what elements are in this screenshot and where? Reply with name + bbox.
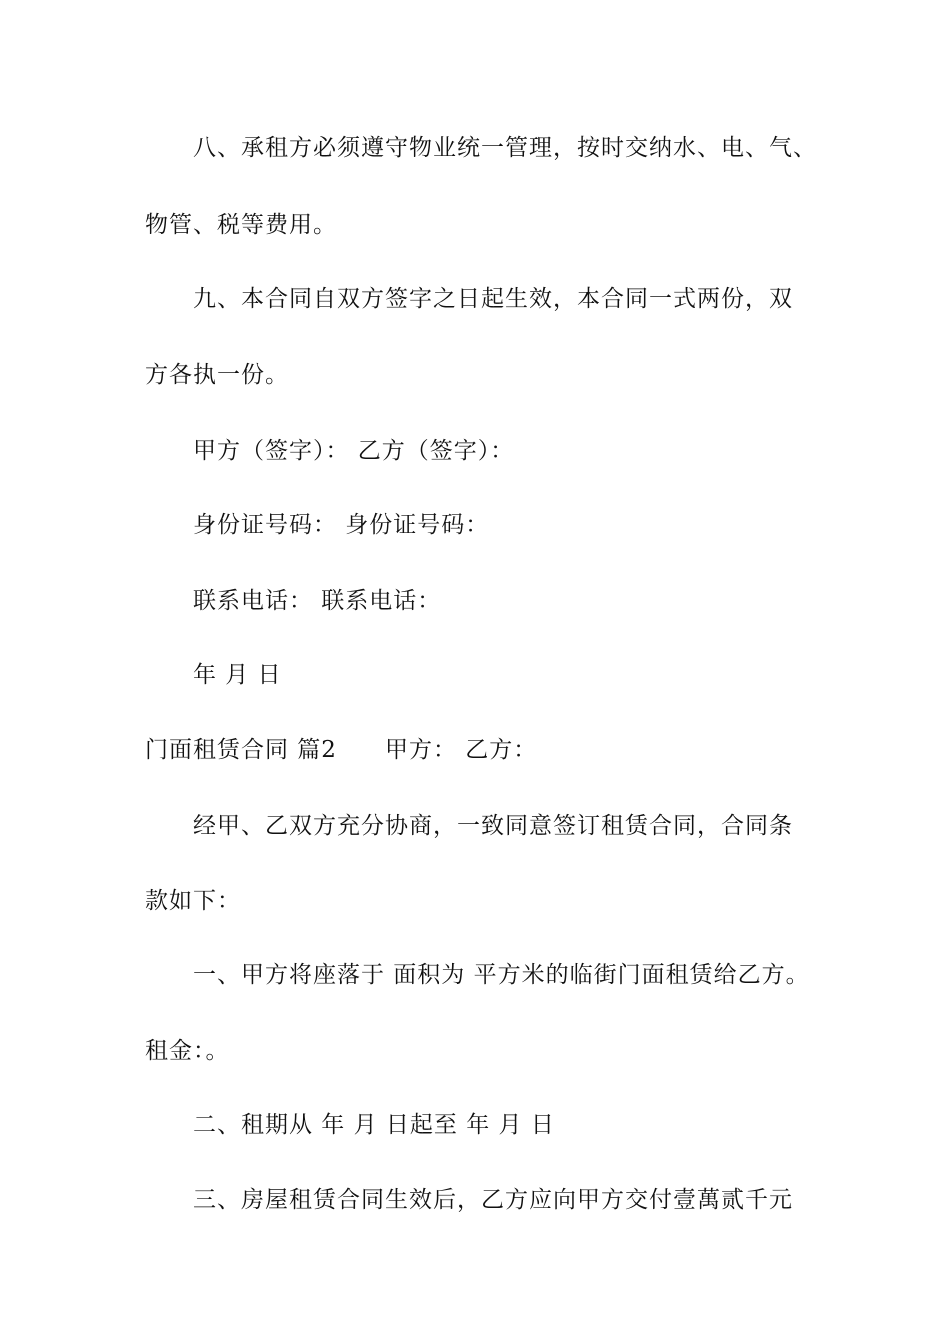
clause-nine-line-1: 九、本合同自双方签字之日起生效，本合同一式两份，双: [193, 286, 793, 312]
contract-title: 门面租赁合同 篇2: [145, 737, 337, 763]
clause-one-line-1: 一、甲方将座落于 面积为 平方米的临街门面租赁给乙方。: [193, 962, 810, 988]
clause-eight-line-1: 八、承租方必须遵守物业统一管理，按时交纳水、电、气、: [193, 135, 817, 161]
contract-heading-line: [145, 735, 537, 765]
parties-label: 甲方： 乙方：: [384, 737, 538, 763]
id-number-line: 身份证号码： 身份证号码：: [193, 512, 490, 538]
intro-line-1: 经甲、乙双方充分协商，一致同意签订租赁合同，合同条: [193, 813, 793, 839]
phone-line: 联系电话： 联系电话：: [193, 588, 442, 614]
intro-line-2: 款如下：: [145, 888, 241, 914]
date-line: 年 月 日: [193, 662, 282, 688]
clause-one-line-2: 租金：。: [145, 1038, 230, 1064]
signature-line: 甲方（签字）： 乙方（签字）：: [193, 438, 515, 464]
clause-three-line: 三、房屋租赁合同生效后，乙方应向甲方交付壹萬贰千元: [193, 1187, 793, 1213]
clause-nine-line-2: 方各执一份。: [145, 362, 289, 388]
clause-eight-line-2: 物管、税等费用。: [145, 212, 337, 238]
clause-two-line: 二、租期从 年 月 日起至 年 月 日: [193, 1112, 555, 1138]
